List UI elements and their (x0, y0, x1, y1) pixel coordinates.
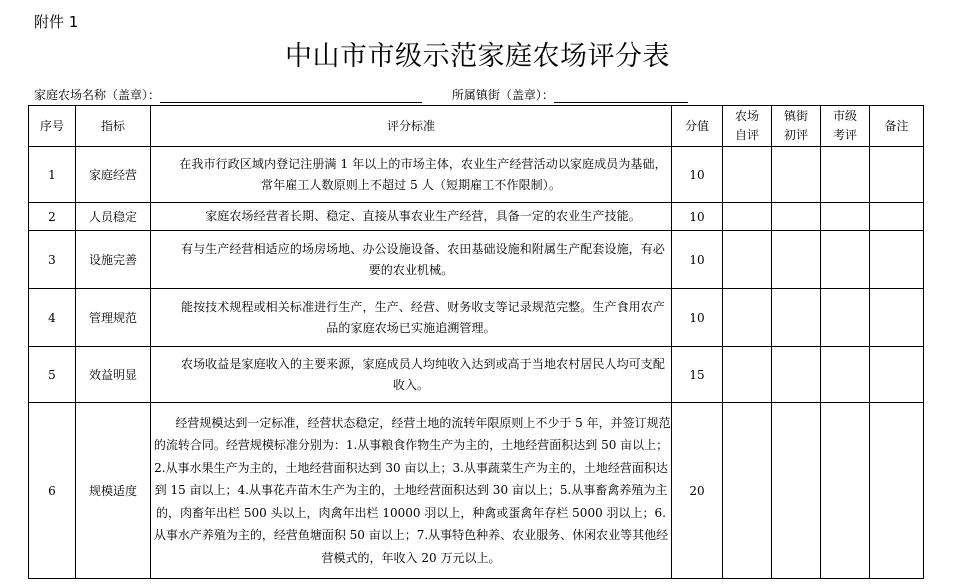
attachment-label: 附件 1 (34, 13, 79, 31)
town-eval-cell[interactable] (772, 203, 821, 231)
remarks-cell[interactable] (870, 231, 924, 289)
remarks-cell[interactable] (870, 403, 924, 579)
remarks-cell[interactable] (870, 147, 924, 203)
row-seq: 1 (29, 147, 76, 203)
town-label: 所属镇街（盖章）： (451, 88, 554, 102)
row-score: 10 (672, 147, 723, 203)
city-eval-cell[interactable] (821, 403, 870, 579)
row-criteria: 有与生产经营相适应的场房场地、办公设施设备、农田基础设施和附属生产配套设施，有必要的农业机械。 (151, 231, 672, 289)
row-criteria: 经营规模达到一定标准，经营状态稳定，经营土地的流转年限原则上不少于 5 年，并签订规范的流转合同。经营规模标准分别为：1.从事粮食作物生产为主的，土地经营面积达到 50 亩以上；2.从事水果生产为主的，土地经营面积达到 30 亩以上；3.从事蔬菜生产为主的，土地经营面积达到 15 亩以上；4.从事花卉苗木生产为主的，土地经营面积达到 30 亩以上；5.从事畜禽养殖为主的，肉畜年出栏 500 头以上，肉禽年出栏 10000 羽以上，种禽或蛋禽年存栏 5000 羽以上；6.从事水产养殖为主的，经营鱼塘面积 50 亩以上；7.从事特色种养、农业服务、休闲农业等其他经营模式的，年收入 20 万元以上。 (151, 403, 672, 579)
table-header-row (29, 106, 924, 147)
header-town-eval-line1: 镇街 (783, 109, 808, 123)
row-indicator: 人员稳定 (76, 203, 151, 231)
header-remarks: 备注 (870, 106, 924, 147)
table-row (29, 231, 924, 289)
header-criteria: 评分标准 (151, 106, 672, 147)
self-eval-cell[interactable] (723, 289, 772, 347)
scoring-table (28, 105, 924, 579)
town-eval-cell[interactable] (772, 403, 821, 579)
row-score: 10 (672, 231, 723, 289)
self-eval-cell[interactable] (723, 231, 772, 289)
header-seq: 序号 (29, 106, 76, 147)
town-eval-cell[interactable] (772, 147, 821, 203)
row-criteria: 在我市行政区域内登记注册满 1 年以上的市场主体，农业生产经营活动以家庭成员为基础，常年雇工人数原则上不超过 5 人（短期雇工不作限制）。 (151, 147, 672, 203)
row-criteria: 能按技术规程或相关标准进行生产，生产、经营、财务收支等记录规范完整。生产食用农产品的家庭农场已实施追溯管理。 (151, 289, 672, 347)
row-criteria: 家庭农场经营者长期、稳定、直接从事农业生产经营，具备一定的农业生产技能。 (151, 203, 672, 231)
farm-name-label: 家庭农场名称（盖章）： (34, 88, 161, 102)
row-seq: 6 (29, 403, 76, 579)
row-indicator: 效益明显 (76, 347, 151, 403)
header-town-eval (772, 106, 821, 147)
city-eval-cell[interactable] (821, 289, 870, 347)
self-eval-cell[interactable] (723, 147, 772, 203)
row-seq: 5 (29, 347, 76, 403)
self-eval-cell[interactable] (723, 403, 772, 579)
remarks-cell[interactable] (870, 347, 924, 403)
town-blank (554, 88, 688, 103)
table-row (29, 147, 924, 203)
farm-name-blank (160, 88, 422, 103)
town-eval-cell[interactable] (772, 231, 821, 289)
self-eval-cell[interactable] (723, 347, 772, 403)
remarks-cell[interactable] (870, 289, 924, 347)
city-eval-cell[interactable] (821, 347, 870, 403)
header-city-eval-line1: 市级 (832, 109, 857, 123)
header-self-eval (723, 106, 772, 147)
document-title: 中山市市级示范家庭农场评分表 (285, 41, 670, 72)
row-seq: 2 (29, 203, 76, 231)
header-town-eval-line2: 初评 (783, 128, 808, 142)
row-seq: 3 (29, 231, 76, 289)
table-row (29, 347, 924, 403)
city-eval-cell[interactable] (821, 231, 870, 289)
row-score: 15 (672, 347, 723, 403)
town-eval-cell[interactable] (772, 289, 821, 347)
row-indicator: 设施完善 (76, 231, 151, 289)
row-indicator: 规模适度 (76, 403, 151, 579)
row-score: 20 (672, 403, 723, 579)
row-score: 10 (672, 203, 723, 231)
row-seq: 4 (29, 289, 76, 347)
city-eval-cell[interactable] (821, 147, 870, 203)
header-indicator: 指标 (76, 106, 151, 147)
town-eval-cell[interactable] (772, 347, 821, 403)
self-eval-cell[interactable] (723, 203, 772, 231)
row-indicator: 家庭经营 (76, 147, 151, 203)
header-score: 分值 (672, 106, 723, 147)
table-row (29, 289, 924, 347)
header-self-eval-line1: 农场 (734, 109, 759, 123)
header-city-eval-line2: 考评 (832, 128, 857, 142)
city-eval-cell[interactable] (821, 203, 870, 231)
row-score: 10 (672, 289, 723, 347)
remarks-cell[interactable] (870, 203, 924, 231)
table-row (29, 203, 924, 231)
header-self-eval-line2: 自评 (734, 128, 759, 142)
row-indicator: 管理规范 (76, 289, 151, 347)
header-city-eval (821, 106, 870, 147)
table-row (29, 403, 924, 579)
row-criteria: 农场收益是家庭收入的主要来源，家庭成员人均纯收入达到或高于当地农村居民人均可支配收入。 (151, 347, 672, 403)
form-fields-line (34, 86, 688, 104)
